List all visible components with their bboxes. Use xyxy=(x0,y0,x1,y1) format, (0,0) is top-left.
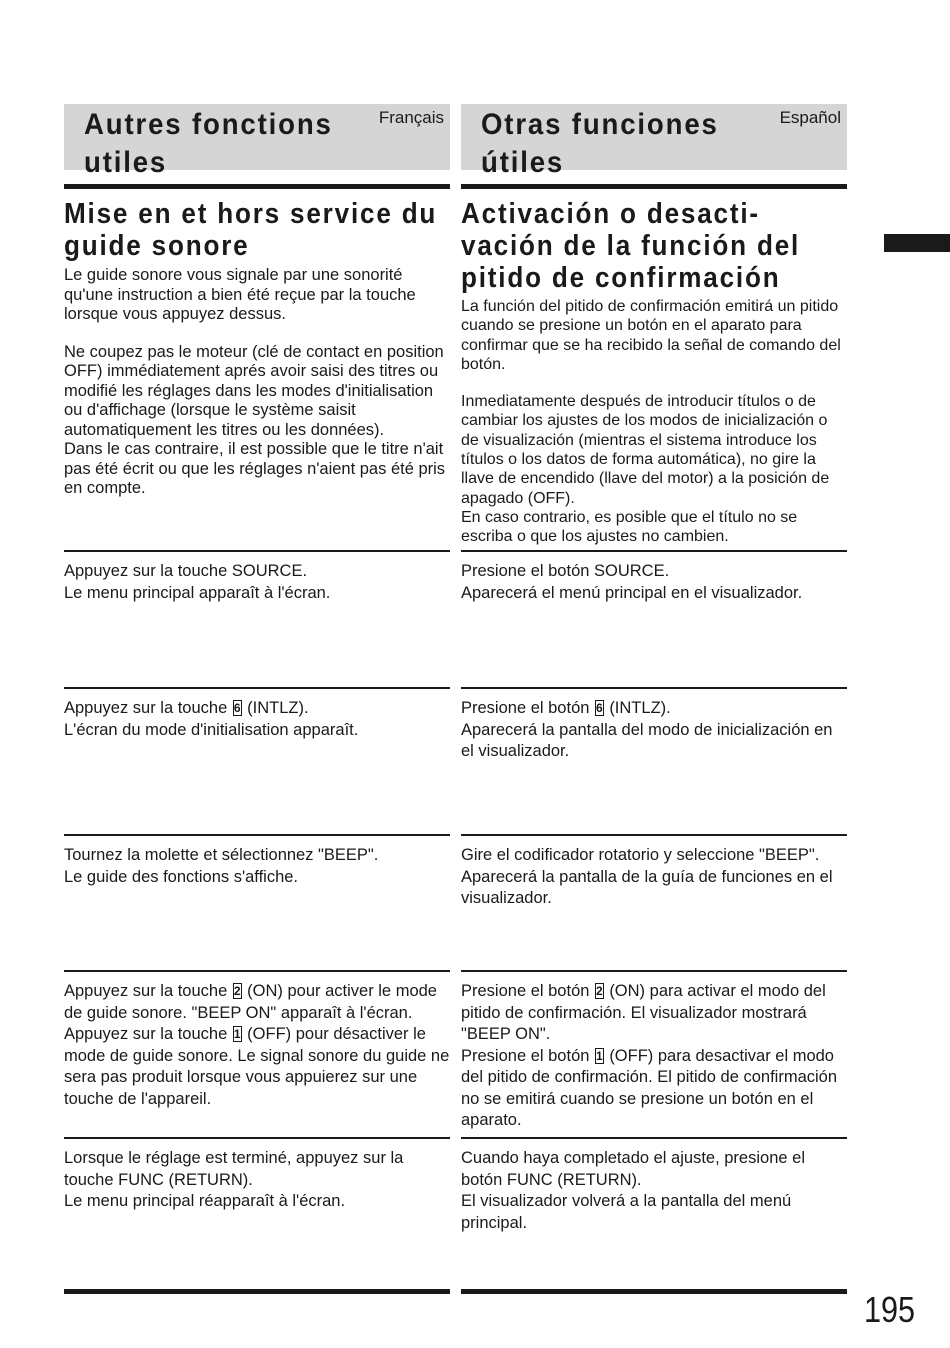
language-label: Français xyxy=(378,108,444,127)
step-5-line: El visualizador volverá a la pantalla del menú principal. xyxy=(461,1192,792,1232)
key-1-icon: 1 xyxy=(233,1027,241,1041)
intro-paragraph: Inmediatamente después de introducir títulos o de cambiar los ajustes de los modos de inicialización o de visualización (mientras el sistema introduce los títulos o los datos de forma automática), no gire la llave de encendido (llave del motor) a la posición de apagado (OFF). xyxy=(461,393,830,507)
step-divider xyxy=(461,550,847,552)
step-4-text: (OFF) para desactivar el modo del pitido de confirmación. El pitido de confirmación no se emitirá cuando se presione un botón en el aparato. xyxy=(461,1046,838,1129)
key-1-icon: 1 xyxy=(596,1048,603,1063)
step-3 xyxy=(461,845,847,910)
step-1 xyxy=(64,561,450,604)
step-5-line: Le menu principal réapparaît à l'écran. xyxy=(64,1192,346,1210)
step-divider xyxy=(64,834,450,836)
step-2-text: (INTLZ). xyxy=(609,699,671,717)
header-rule xyxy=(461,184,847,189)
step-3 xyxy=(64,845,450,888)
step-2-text: Presione el botón xyxy=(461,699,590,717)
step-divider xyxy=(64,687,450,689)
step-3-line: Aparecerá la pantalla de la guía de funciones en el visualizador. xyxy=(461,867,833,907)
step-1-line: Appuyez sur la touche SOURCE. xyxy=(64,562,308,580)
header-rule xyxy=(64,184,450,189)
footer-rule xyxy=(461,1289,847,1294)
step-1-line: Le menu principal apparaît à l'écran. xyxy=(64,583,331,602)
step-divider xyxy=(461,1137,847,1139)
step-2-text: (INTLZ). xyxy=(247,699,309,717)
intro-paragraph: Le guide sonore vous signale par une sonorité qu'une instruction a bien été reçue par la touche lorsque vous appuyez dessus. xyxy=(64,266,416,323)
header-title: Otras funciones útiles xyxy=(481,108,719,179)
footer-rule xyxy=(64,1289,450,1294)
step-4-text: Presione el botón xyxy=(461,982,590,1000)
step-divider xyxy=(64,1137,450,1139)
intro-paragraph: Ne coupez pas le moteur (clé de contact en position OFF) immédiatement aprés avoir saisi des titres ou modifié les réglages dans les modes d'initialisation ou d'affichage (lorsque le système saisit automatiquement les titres ou les données). xyxy=(64,342,444,439)
section-title-line: vación de la función del xyxy=(461,230,801,262)
step-1 xyxy=(461,561,847,604)
step-2-line: Aparecerá la pantalla del modo de inicialización en el visualizador. xyxy=(461,720,833,760)
section-title xyxy=(461,198,808,294)
header-banner xyxy=(64,104,450,179)
step-5 xyxy=(461,1148,847,1234)
step-divider xyxy=(461,970,847,972)
step-4 xyxy=(64,981,450,1110)
step-divider xyxy=(461,687,847,689)
intro-paragraph: En caso contrario, es posible que el título no se escriba o que los ajustes no cambien. xyxy=(461,508,798,546)
step-4-text: Appuyez sur la touche xyxy=(64,1025,228,1043)
step-1-line: Presione el botón SOURCE. xyxy=(461,562,670,580)
chapter-tab-marker xyxy=(884,234,950,252)
step-divider xyxy=(461,834,847,836)
step-2-text: Appuyez sur la touche xyxy=(64,699,228,717)
step-5 xyxy=(64,1148,450,1213)
step-4-text: (OFF) pour désactiver le mode de guide sonore. Le signal sonore du guide ne sera pas produit lorsque vous appuierez sur une touche de l'appareil. xyxy=(64,1025,450,1108)
intro-paragraph: Dans le cas contraire, il est possible que le titre n'ait pas été écrit ou que les réglages n'aient pas été pris en compte. xyxy=(64,440,446,497)
section-title-line: Activación o desacti- xyxy=(461,198,760,230)
step-2-line: L'écran du mode d'initialisation apparaît. xyxy=(64,720,359,739)
intro-text xyxy=(64,266,450,499)
header-title: Autres fonctions utiles xyxy=(84,108,333,179)
section-title-text: Mise en et hors service du guide sonore xyxy=(64,198,438,262)
step-4-text: (ON) para activar el modo del pitido de confirmación. El visualizador mostrará "BEEP ON". xyxy=(461,982,826,1043)
step-4-text: (ON) pour activer le mode de guide sonore. "BEEP ON" apparaît à l'écran. xyxy=(64,982,437,1022)
step-3-line: Gire el codificador rotatorio y seleccione "BEEP". xyxy=(461,846,820,864)
intro-paragraph: La función del pitido de confirmación emitirá un pitido cuando se presione un botón en el aparato para confirmar que se ha recibido la señal de comando del botón. xyxy=(461,298,841,373)
step-2 xyxy=(64,698,450,741)
key-6-icon: 6 xyxy=(596,701,603,715)
step-divider xyxy=(64,550,450,552)
step-3-line: Tournez la molette et sélectionnez "BEEP". xyxy=(64,846,379,864)
page-number: 195 xyxy=(864,1289,916,1330)
key-2-icon: 2 xyxy=(596,984,603,998)
step-5-line: Lorsque le réglage est terminé, appuyez sur la touche FUNC (RETURN). xyxy=(64,1149,404,1189)
section-title xyxy=(64,198,451,262)
step-4-text: Presione el botón xyxy=(461,1046,590,1065)
intro-text xyxy=(461,297,847,547)
header-banner xyxy=(461,104,847,179)
step-4-text: Appuyez sur la touche xyxy=(64,982,228,1000)
step-4 xyxy=(461,981,847,1132)
step-divider xyxy=(64,970,450,972)
step-1-line: Aparecerá el menú principal en el visualizador. xyxy=(461,583,803,602)
key-2-icon: 2 xyxy=(233,984,241,998)
step-2 xyxy=(461,698,847,763)
language-label: Español xyxy=(779,108,841,127)
step-5-line: Cuando haya completado el ajuste, presione el botón FUNC (RETURN). xyxy=(461,1149,805,1189)
section-title-line: pitido de confirmación xyxy=(461,262,781,294)
key-6-icon: 6 xyxy=(233,701,241,715)
step-3-line: Le guide des fonctions s'affiche. xyxy=(64,867,299,886)
